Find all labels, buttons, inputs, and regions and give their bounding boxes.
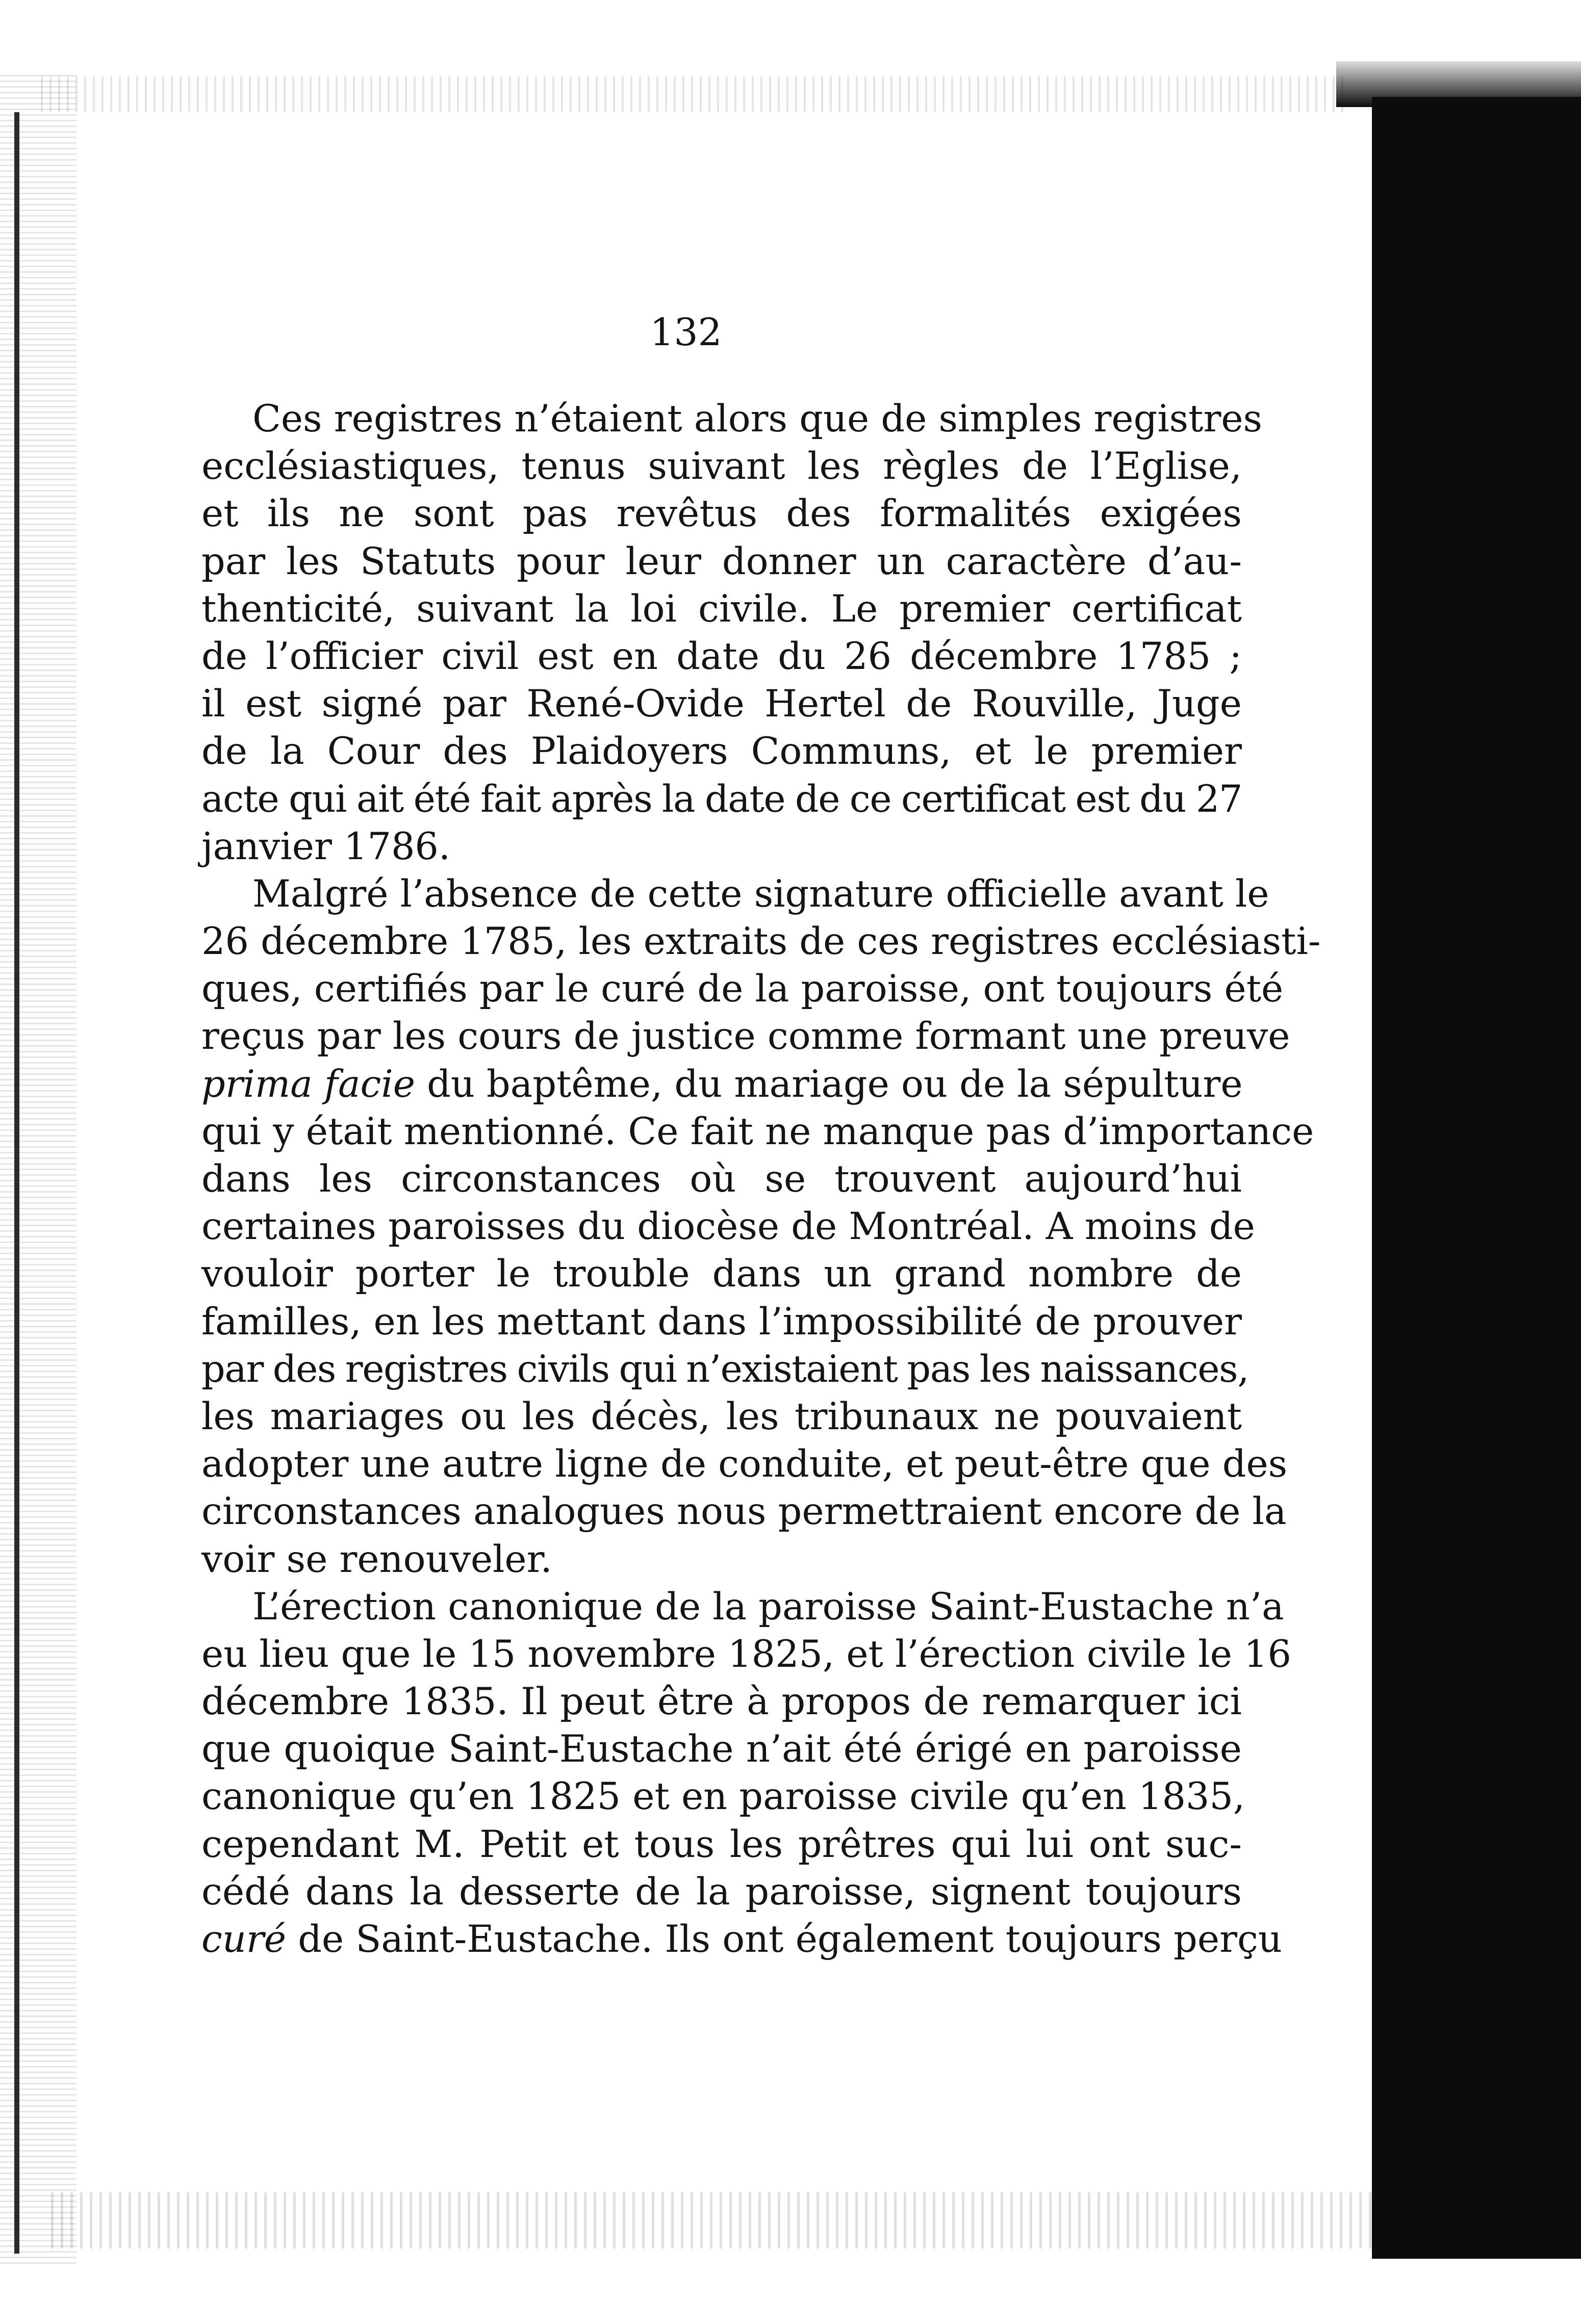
text-line: de l’officier civil est en date du 26 décembre 1785 ; xyxy=(201,634,1242,678)
binding-edge-line xyxy=(14,112,19,2254)
scan-noise-left xyxy=(0,71,76,2264)
text-line: voir se renouveler. xyxy=(201,1537,552,1581)
text-line: reçus par les cours de justice comme formant une preuve xyxy=(201,1015,1290,1058)
text-line: adopter une autre ligne de conduite, et peut-être que des xyxy=(201,1442,1288,1486)
text-line: que quoique Saint-Eustache n’ait été érigé en paroisse xyxy=(201,1727,1242,1771)
text-line: cependant M. Petit et tous les prêtres qui lui ont suc- xyxy=(201,1822,1242,1866)
line-rest: du baptême, du mariage ou de la sépulture xyxy=(415,1062,1243,1106)
text-line: eu lieu que le 15 novembre 1825, et l’érection civile le 16 xyxy=(201,1632,1291,1676)
text-line: vouloir porter le trouble dans un grand nombre de xyxy=(201,1252,1242,1296)
body-text xyxy=(201,395,1321,1963)
text-line: il est signé par René-Ovide Hertel de Rouville, Juge xyxy=(201,682,1242,726)
text-line: Ces registres n’étaient alors que de simples registres xyxy=(252,397,1263,441)
text-line-italic-start xyxy=(201,1916,1282,1963)
text-line: décembre 1835. Il peut être à propos de remarquer ici xyxy=(201,1680,1242,1724)
text-line: 26 décembre 1785, les extraits de ces registres ecclésiasti- xyxy=(201,920,1321,964)
text-line: canonique qu’en 1825 et en paroisse civile qu’en 1835, xyxy=(201,1775,1245,1819)
scan-noise-bottom xyxy=(51,2192,1377,2249)
text-line: janvier 1786. xyxy=(201,824,451,868)
text-line: ecclésiastiques, tenus suivant les règles de l’Eglise, xyxy=(201,445,1242,488)
text-line: de la Cour des Plaidoyers Communs, et le premier xyxy=(201,730,1242,773)
text-line-italic-start xyxy=(201,1061,1242,1108)
text-line: qui y était mentionné. Ce fait ne manque pas d’importance xyxy=(201,1109,1314,1153)
italic-phrase: prima facie xyxy=(201,1062,415,1106)
scan-dark-edge-right xyxy=(1372,97,1581,2259)
text-line: thenticité, suivant la loi civile. Le premier certificat xyxy=(201,587,1242,631)
text-line: et ils ne sont pas revêtus des formalités exigées xyxy=(201,492,1242,536)
text-line: cédé dans la desserte de la paroisse, signent toujours xyxy=(201,1870,1242,1914)
scan-noise-top xyxy=(41,76,1346,112)
text-line: acte qui ait été fait après la date de ce certificat est du 27 xyxy=(201,777,1242,821)
page-number: 132 xyxy=(650,311,722,354)
text-line: ques, certifiés par le curé de la paroisse, ont toujours été xyxy=(201,967,1284,1011)
text-line: Malgré l’absence de cette signature officielle avant le xyxy=(252,872,1269,916)
text-line: L’érection canonique de la paroisse Saint-Eustache n’a xyxy=(252,1585,1284,1629)
text-line: par des registres civils qui n’existaient pas les naissances, xyxy=(201,1347,1249,1391)
text-line: par les Statuts pour leur donner un caractère d’au- xyxy=(201,539,1242,583)
text-line: les mariages ou les décès, les tribunaux ne pouvaient xyxy=(201,1395,1242,1438)
text-line: circonstances analogues nous permettraient encore de la xyxy=(201,1490,1287,1534)
italic-word: curé xyxy=(201,1918,286,1961)
line-rest: de Saint-Eustache. Ils ont également toujours perçu xyxy=(286,1918,1282,1961)
text-line: certaines paroisses du diocèse de Montréal. A moins de xyxy=(201,1205,1255,1249)
text-line: dans les circonstances où se trouvent aujourd’hui xyxy=(201,1157,1242,1201)
text-line: familles, en les mettant dans l’impossibilité de prouver xyxy=(201,1300,1242,1344)
